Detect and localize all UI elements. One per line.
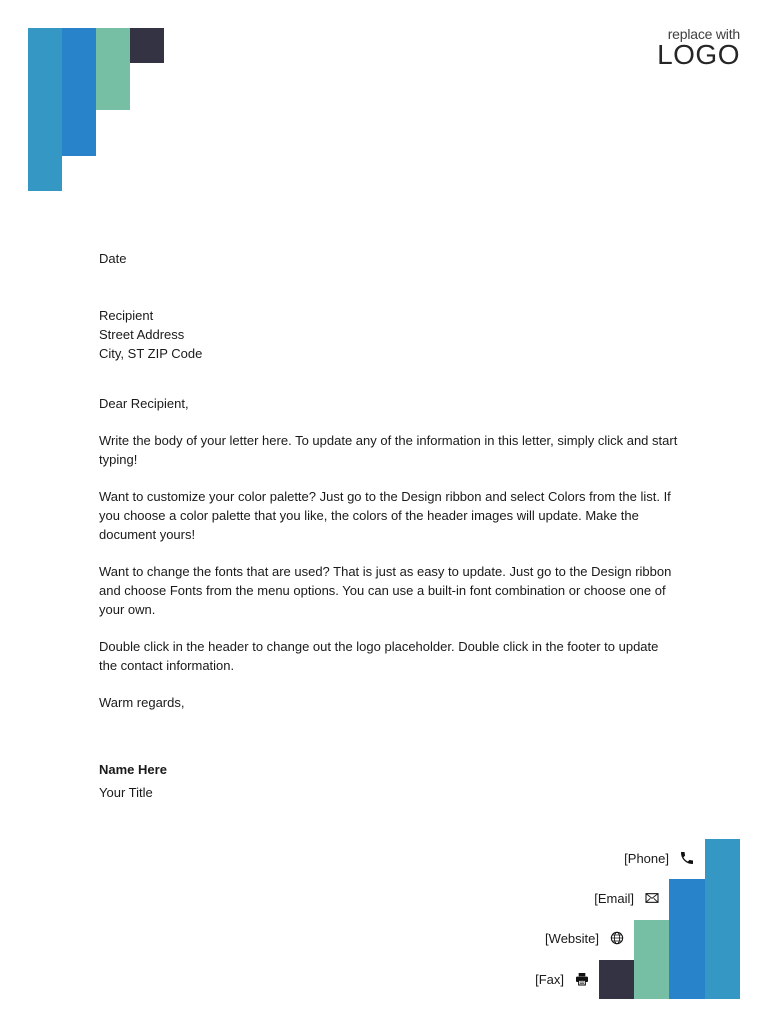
header-bar-dark xyxy=(130,28,164,63)
footer-bar-dark xyxy=(599,960,634,999)
date[interactable]: Date xyxy=(99,251,127,266)
closing[interactable]: Warm regards, xyxy=(99,695,185,710)
street-address[interactable]: Street Address xyxy=(99,327,185,342)
sender-name[interactable]: Name Here xyxy=(99,762,167,777)
body-paragraph-1[interactable]: Write the body of your letter here. To update any of the information in this letter, simply click and start typing! xyxy=(99,433,678,467)
recipient-address xyxy=(99,306,679,363)
logo-line-1: replace with xyxy=(667,26,740,42)
contact-website[interactable] xyxy=(545,929,626,947)
footer-bar-teal xyxy=(705,839,740,999)
city-state-zip[interactable]: City, ST ZIP Code xyxy=(99,346,203,361)
email-label: [Email] xyxy=(594,890,634,906)
sender-title[interactable]: Your Title xyxy=(99,785,153,800)
salutation[interactable]: Dear Recipient, xyxy=(99,396,189,411)
footer-bar-blue xyxy=(669,879,705,999)
header-bar-teal xyxy=(28,28,62,191)
body-paragraph-3[interactable]: Want to change the fonts that are used? That is just as easy to update. Just go to the Design ribbon and choose Fonts from the menu options. You can use a built-in font combination or choose one of your own. xyxy=(99,564,672,617)
contact-email[interactable] xyxy=(594,889,661,907)
envelope-icon xyxy=(643,889,661,907)
body-paragraph-2[interactable]: Want to customize your color palette? Just go to the Design ribbon and select Colors from the list. If you choose a color palette that you like, the colors of the header images will update. Make the document yours! xyxy=(99,489,671,542)
footer-bar-mint xyxy=(634,920,669,999)
globe-icon xyxy=(608,929,626,947)
body-paragraph-4[interactable]: Double click in the header to change out the logo placeholder. Double click in the footer to update the contact information. xyxy=(99,639,659,673)
logo-line-2: LOGO xyxy=(657,39,740,70)
letter-body[interactable] xyxy=(99,249,679,802)
contact-phone[interactable] xyxy=(624,849,696,867)
contact-fax[interactable] xyxy=(535,970,591,988)
recipient-name[interactable]: Recipient xyxy=(99,308,154,323)
fax-label: [Fax] xyxy=(535,971,564,987)
phone-icon xyxy=(678,849,696,867)
header-bar-blue xyxy=(62,28,96,156)
phone-label: [Phone] xyxy=(624,850,669,866)
header-bar-mint xyxy=(96,28,130,110)
printer-icon xyxy=(573,970,591,988)
logo-placeholder[interactable] xyxy=(657,26,740,68)
website-label: [Website] xyxy=(545,930,599,946)
